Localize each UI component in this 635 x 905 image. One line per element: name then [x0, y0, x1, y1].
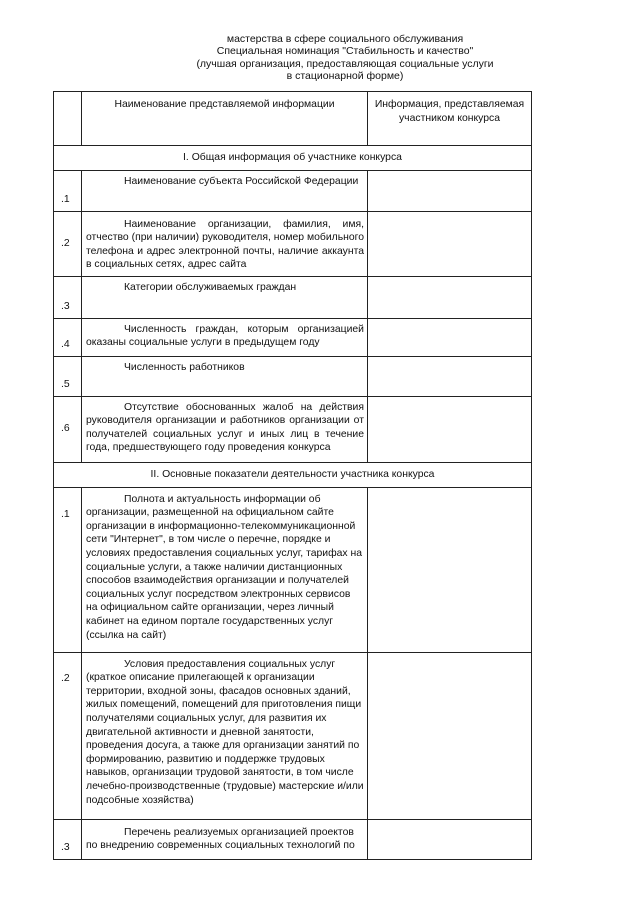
answer-cell[interactable] [368, 356, 532, 396]
column-header-name: Наименование представляемой информации [82, 92, 368, 146]
row-label-text: Наименование организации, фамилия, имя, отчество (при наличии) руководителя, номер мобильного телефона и адрес электронной почты, наличие аккаунта в социальных сетях, адрес сайта [86, 218, 364, 271]
row-number: .6 [54, 396, 82, 462]
answer-cell[interactable] [368, 318, 532, 356]
table-row [54, 487, 532, 652]
row-number: .1 [54, 487, 82, 652]
header-line-2: Специальная номинация "Стабильность и качество" [216, 45, 474, 58]
row-number: .2 [54, 211, 82, 276]
row-label [82, 318, 368, 356]
row-number: .4 [54, 318, 82, 356]
answer-cell[interactable] [368, 652, 532, 819]
row-label-text: Условия предоставления социальных услуг (краткое описание прилегающей к организации территории, входной зоны, фасадов основных зданий, жилых помещений, помещений для приготовления пищи получателями социальных услуг, для развития их двигательной активности и дневной занятости, проведения досуга, а также для организации занятий по формированию, развитию и поддержке трудовых навыков, организации трудовой занятости, в том числе лечебно-производственные (трудовые) мастерские и/или подсобные хозяйства) [86, 658, 364, 806]
row-label [82, 652, 368, 819]
row-label-text: Полнота и актуальность информации об организации, размещенной на официальном сайте организации в информационно-телекоммуникационной сети "Интернет", в том числе о перечне, порядке и условиях предоставления социальных услуг, тарифах на социальные услуги, а также наличии дистанционных способов взаимодействия организации и получателей социальных услуг посредством электронных сервисов на официальном сайте организации, через личный кабинет на едином портале государственных услуг (ссылка на сайт) [86, 493, 363, 641]
header-line-4: в стационарной форме) [286, 69, 404, 82]
answer-cell[interactable] [368, 396, 532, 462]
row-label [82, 396, 368, 462]
table-row [54, 318, 532, 356]
answer-cell[interactable] [368, 211, 532, 276]
table-row [54, 356, 532, 396]
row-label [82, 276, 368, 318]
table-row [54, 170, 532, 211]
section-1-title: I. Общая информация об участнике конкурса [54, 146, 532, 171]
row-label-text: Перечень реализуемых организацией проектов по внедрению современных социальных технологий по [86, 826, 355, 852]
table-row [54, 211, 532, 276]
row-number: .3 [54, 276, 82, 318]
answer-cell[interactable] [368, 170, 532, 211]
row-label [82, 487, 368, 652]
header-line-1: мастерства в сфере социального обслуживания [226, 33, 464, 45]
column-header-info: Информация, представляемая участником конкурса [368, 92, 532, 146]
row-label [82, 356, 368, 396]
row-label-text: Категории обслуживаемых граждан [124, 281, 297, 293]
header-line-3: (лучшая организация, предоставляющая социальные услуги [196, 57, 494, 70]
row-number: .1 [54, 170, 82, 211]
section-1-row [54, 146, 532, 171]
row-number: .3 [54, 819, 82, 859]
answer-cell[interactable] [368, 487, 532, 652]
answer-cell[interactable] [368, 819, 532, 859]
row-label [82, 211, 368, 276]
table-row [54, 652, 532, 819]
answer-cell[interactable] [368, 276, 532, 318]
row-label-text: Численность граждан, которым организацией оказаны социальные услуги в предыдущем году [86, 323, 364, 349]
row-label-text: Наименование субъекта Российской Федерации [124, 175, 359, 187]
row-label-text: Отсутствие обоснованных жалоб на действия руководителя организации и работников организации от получателей социальных услуг и иных лиц в течение года, предшествующего году проведения конкурса [86, 401, 364, 454]
row-number: .2 [54, 652, 82, 819]
section-2-title: II. Основные показатели деятельности участника конкурса [54, 462, 532, 487]
row-label [82, 819, 368, 859]
section-2-row [54, 462, 532, 487]
document-header [150, 33, 540, 82]
table-row [54, 819, 532, 859]
table-row [54, 276, 532, 318]
row-number: .5 [54, 356, 82, 396]
row-label [82, 170, 368, 211]
header-num-cell [54, 92, 82, 146]
application-form-table [53, 91, 532, 860]
row-label-text: Численность работников [124, 361, 245, 373]
table-header-row [54, 92, 532, 146]
table-row [54, 396, 532, 462]
